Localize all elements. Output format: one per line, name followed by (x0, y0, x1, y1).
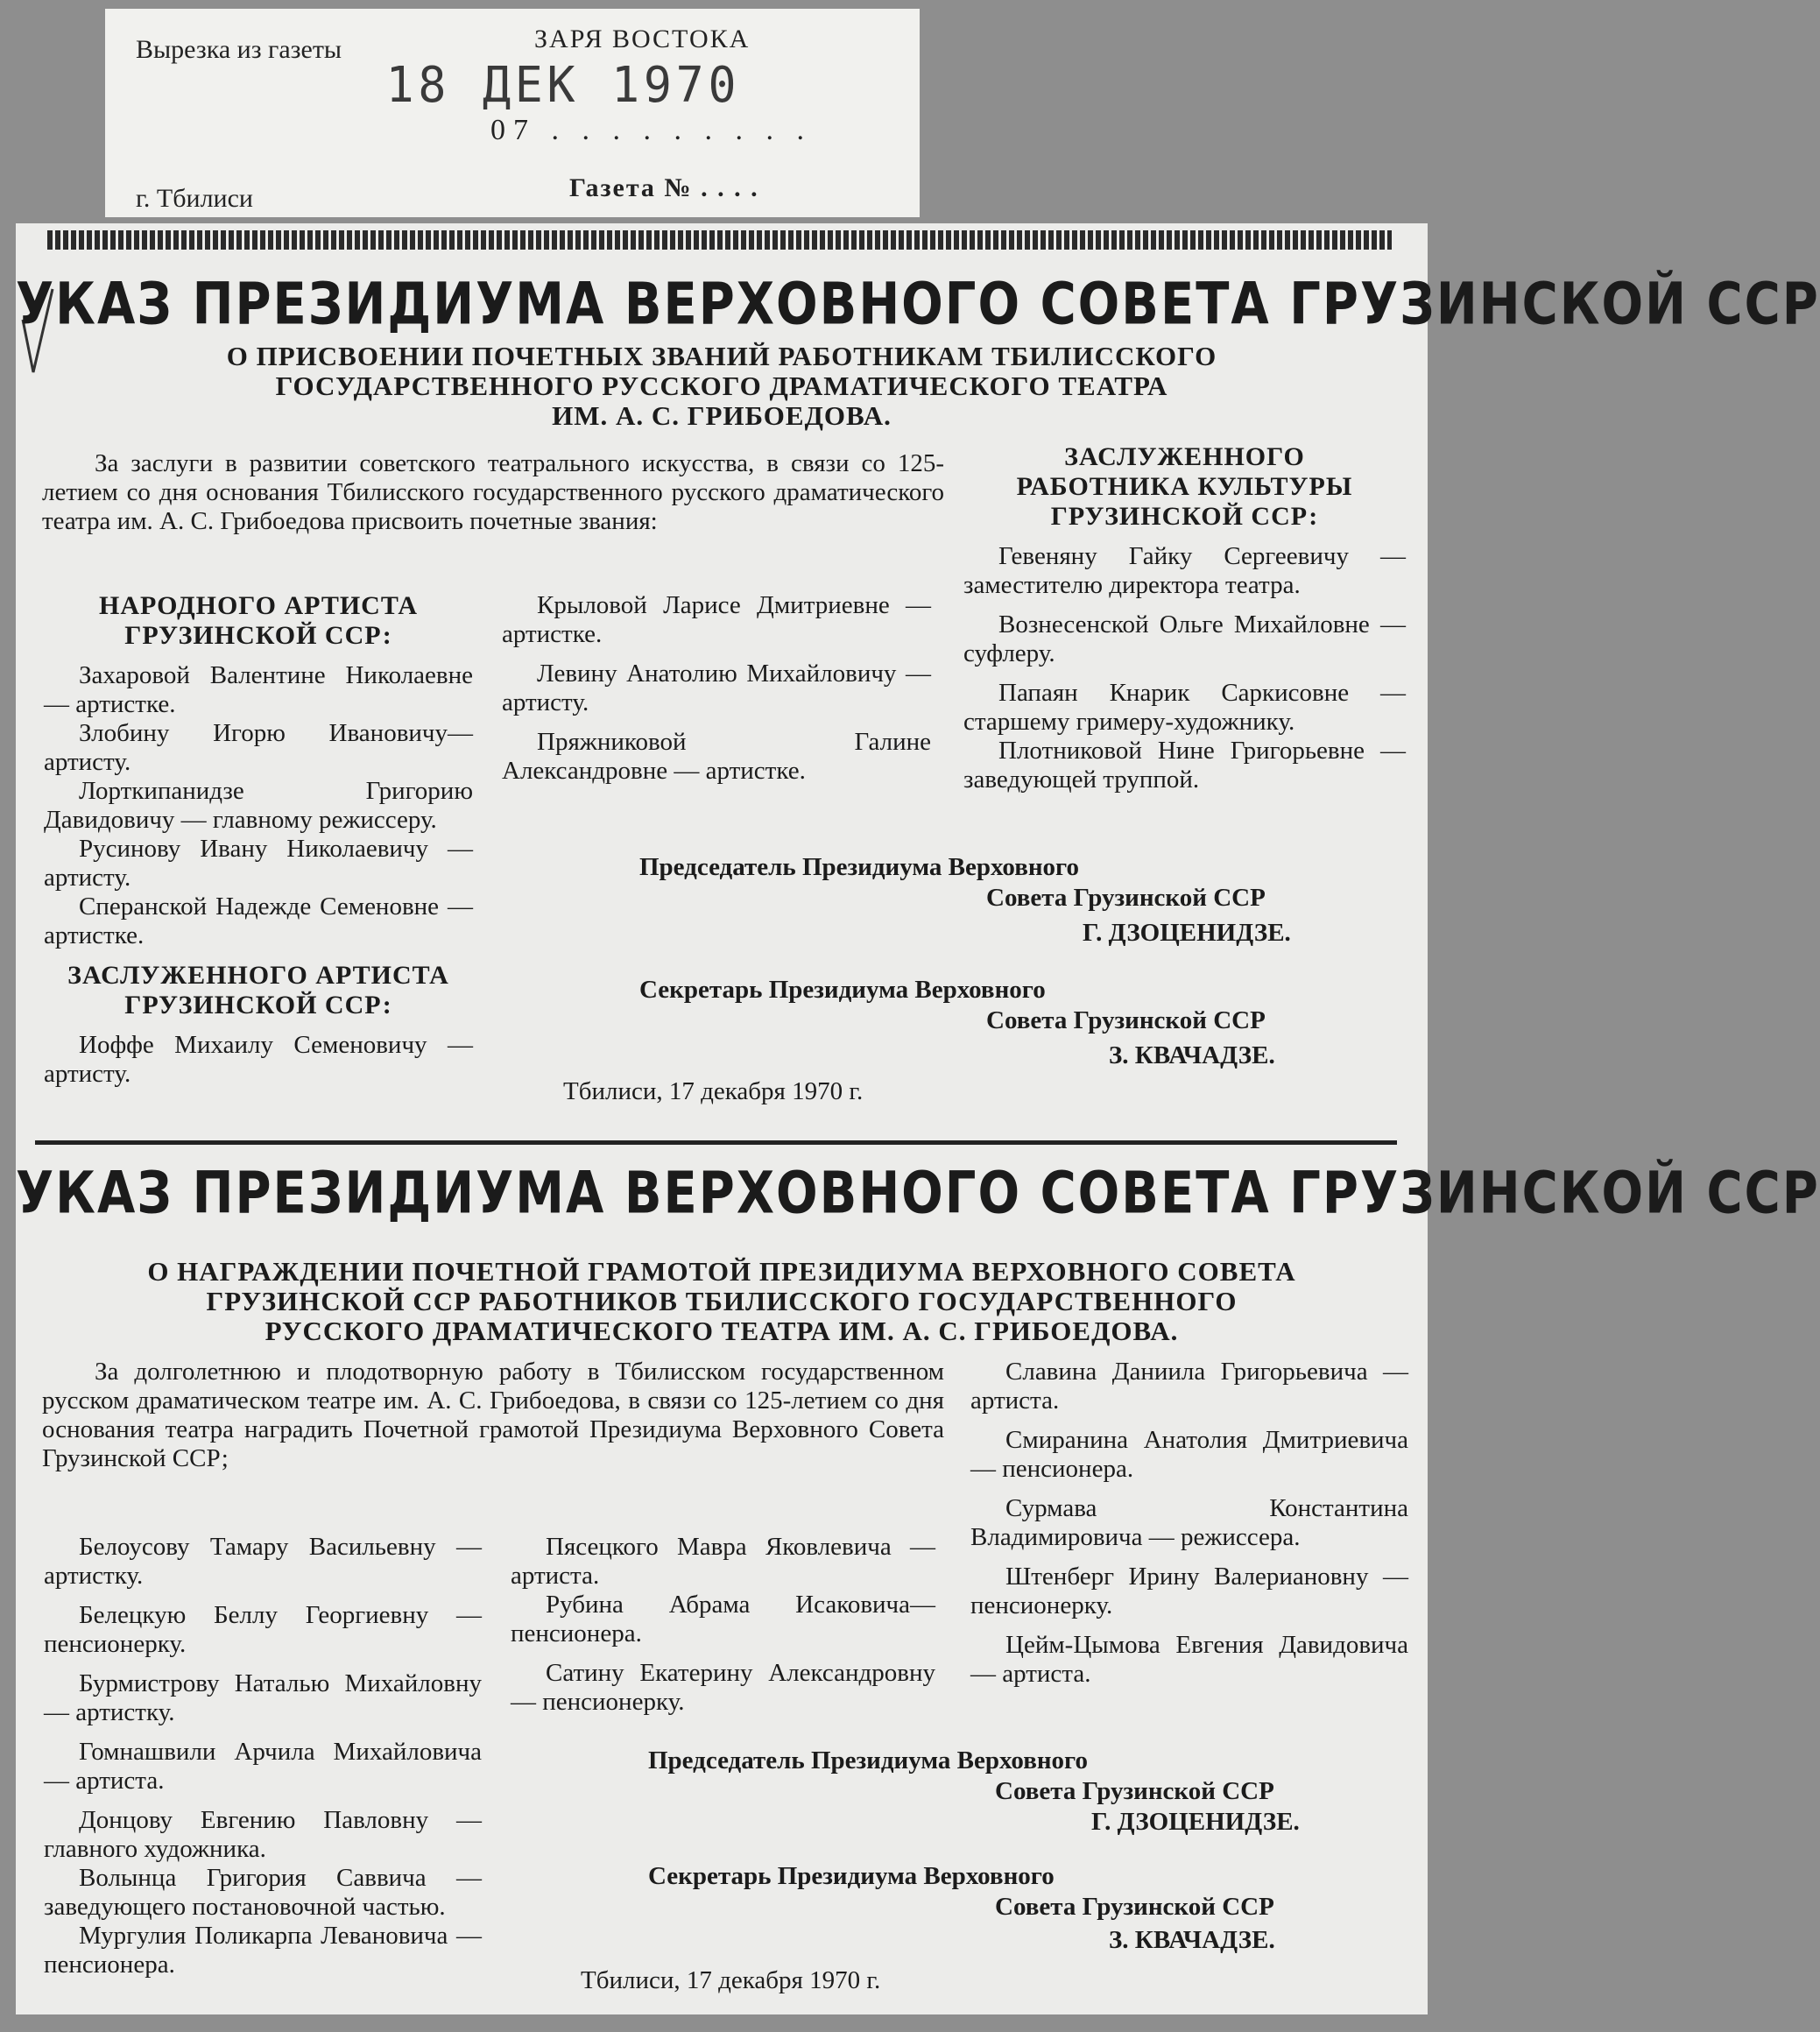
list-item: Злобину Игорю Ивановичу—артисту. (44, 719, 473, 776)
decree1-subtitle (16, 342, 1428, 431)
people-artist-heading: НАРОДНОГО АРТИСТА ГРУЗИНСКОЙ ССР: (98, 591, 419, 650)
list-item: Плотниковой Нине Григорьевне — заведующей труппой. (963, 737, 1406, 794)
list-item: Гомнашвили Арчила Михайловича — артиста. (44, 1738, 482, 1795)
decree1-subtitle-line3: ИМ. А. С. ГРИБОЕДОВА. (552, 400, 892, 431)
list-item: Крыловой Ларисе Дмитриевне — артистке. (502, 591, 931, 648)
decree2-subtitle-line3: РУССКОГО ДРАМАТИЧЕСКОГО ТЕАТРА ИМ. А. С. ГРИБОЕДОВА. (265, 1316, 1179, 1346)
list-item: Сатину Екатерину Александровну — пенсионерку. (511, 1659, 935, 1716)
decree2-chairman-name: Г. ДЗОЦЕНИДЗЕ. (1091, 1808, 1300, 1836)
stamp-dots: 07 . . . . . . . . . (490, 114, 812, 146)
list-item: Белоусову Тамару Васильевну — артистку. (44, 1533, 482, 1590)
decree2-chairman-title: Председатель Президиума Верховного (648, 1746, 1089, 1774)
decree1-chairman-council: Совета Грузинской ССР (986, 884, 1266, 912)
list-item: Смиранина Анатолия Дмитриевича — пенсионера. (970, 1426, 1408, 1483)
list-item: Донцову Евгению Павловну — главного художника. (44, 1806, 482, 1863)
list-item: Русинову Ивану Николаевичу — артисту. (44, 835, 473, 892)
list-item: Левину Анатолию Михайловичу — артисту. (502, 660, 931, 716)
list-item: Белецкую Беллу Георгиевну — пенсионерку. (44, 1601, 482, 1658)
decree1-intro: За заслуги в развитии советского театрального искусства, в связи со 125-летием со дня основания Тбилисского государственного русского драматического театра им. А. С. Грибоедова присвоить почетные звания: (42, 449, 944, 535)
list-item: Пряжниковой Галине Александровне — артистке. (502, 728, 931, 785)
newspaper-number: Газета № . . . . (569, 173, 759, 202)
decree1-title: УКАЗ ПРЕЗИДИУМА ВЕРХОВНОГО СОВЕТА ГРУЗИНСКОЙ ССР (16, 271, 1820, 338)
decree2-date: Тбилиси, 17 декабря 1970 г. (581, 1966, 881, 1994)
decree1-secretary-council: Совета Грузинской ССР (986, 1006, 1266, 1034)
decree1-subtitle-line2: ГОСУДАРСТВЕННОГО РУССКОГО ДРАМАТИЧЕСКОГО ТЕАТРА (275, 370, 1168, 401)
culture-worker-heading: ЗАСЛУЖЕННОГО РАБОТНИКА КУЛЬТУРЫ ГРУЗИНСКОЙ ССР: (1016, 442, 1353, 531)
decree1-col3 (963, 442, 1406, 794)
decree2-subtitle-line2: ГРУЗИНСКОЙ ССР РАБОТНИКОВ ТБИЛИССКОГО ГОСУДАРСТВЕННОГО (206, 1286, 1238, 1316)
decree1-secretary-title: Секретарь Президиума Верховного (639, 976, 1046, 1004)
list-item: Пясецкого Мавра Яковлевича — артиста. (511, 1533, 935, 1590)
decree2-title: УКАЗ ПРЕЗИДИУМА ВЕРХОВНОГО СОВЕТА ГРУЗИНСКОЙ ССР (16, 1160, 1820, 1227)
list-item: Иоффе Михаилу Семеновичу — артисту. (44, 1031, 473, 1088)
list-item: Волынца Григория Саввича — заведующего постановочной частью. (44, 1864, 482, 1921)
list-item: Цейм-Цымова Евгения Давидовича — артиста. (970, 1631, 1408, 1688)
city-label: г. Тбилиси (136, 184, 253, 213)
decree1-col1 (44, 591, 473, 1089)
decree2-col2 (511, 1533, 935, 1717)
honored-artist-heading: ЗАСЛУЖЕННОГО АРТИСТА ГРУЗИНСКОЙ ССР: (67, 961, 449, 1020)
clipping-label (105, 9, 920, 217)
decree1-secretary-name: З. КВАЧАДЗЕ. (1109, 1041, 1275, 1069)
clipping-from-label: Вырезка из газеты (136, 35, 342, 64)
decree2-subtitle (16, 1257, 1428, 1346)
list-item: Сурмава Константина Владимировича — режиссера. (970, 1494, 1408, 1551)
decree1-date: Тбилиси, 17 декабря 1970 г. (563, 1077, 864, 1105)
list-item: Папаян Кнарик Саркисовне — старшему гримеру-художнику. (963, 679, 1406, 736)
decree2-secretary-name: З. КВАЧАДЗЕ. (1109, 1926, 1275, 1954)
section-divider (35, 1140, 1397, 1145)
decree2-secretary-title: Секретарь Президиума Верховного (648, 1862, 1055, 1890)
decree1-subtitle-line1: О ПРИСВОЕНИИ ПОЧЕТНЫХ ЗВАНИЙ РАБОТНИКАМ ТБИЛИССКОГО (226, 341, 1217, 371)
decree2-intro: За долголетнюю и плодотворную работу в Тбилисском государственном русском драматическом театре им. А. С. Грибоедова, в связи со 125-летием со дня основания театра наградить Почетной грамотой Президиума Верховного Совета Грузинской ССР; (42, 1358, 944, 1472)
newspaper-name: ЗАРЯ ВОСТОКА (534, 25, 751, 53)
list-item: Рубина Абрама Исаковича—пенсионера. (511, 1591, 935, 1647)
list-item: Славина Даниила Григорьевича — артиста. (970, 1358, 1408, 1415)
list-item: Штенберг Ирину Валериановну — пенсионерку. (970, 1563, 1408, 1619)
decree1-col2 (502, 591, 931, 786)
list-item: Лорткипанидзе Григорию Давидовичу — главному режиссеру. (44, 777, 473, 834)
decree2-col1 (44, 1533, 482, 1979)
decree2-subtitle-line1: О НАГРАЖДЕНИИ ПОЧЕТНОЙ ГРАМОТОЙ ПРЕЗИДИУМА ВЕРХОВНОГО СОВЕТА (147, 1256, 1296, 1287)
newspaper-clipping (16, 223, 1820, 2014)
decree1-chairman-name: Г. ДЗОЦЕНИДЗЕ. (1083, 919, 1291, 947)
list-item: Сперанской Надежде Семеновне — артистке. (44, 893, 473, 949)
decree1-chairman-title: Председатель Президиума Верховного (639, 853, 1080, 881)
decree2-chairman-council: Совета Грузинской ССР (995, 1777, 1274, 1805)
list-item: Гевеняну Гайку Сергеевичу — заместителю директора театра. (963, 542, 1406, 599)
top-rule (47, 230, 1392, 250)
date-stamp: 18 ДЕК 1970 (385, 57, 741, 114)
decree2-col3 (970, 1358, 1408, 1689)
list-item: Вознесенской Ольге Михайловне — суфлеру. (963, 610, 1406, 667)
decree2-secretary-council: Совета Грузинской ССР (995, 1893, 1274, 1921)
list-item: Мургулия Поликарпа Левановича — пенсионера. (44, 1922, 482, 1979)
list-item: Захаровой Валентине Николаевне — артистке. (44, 661, 473, 718)
list-item: Бурмистрову Наталью Михайловну — артистку. (44, 1669, 482, 1726)
